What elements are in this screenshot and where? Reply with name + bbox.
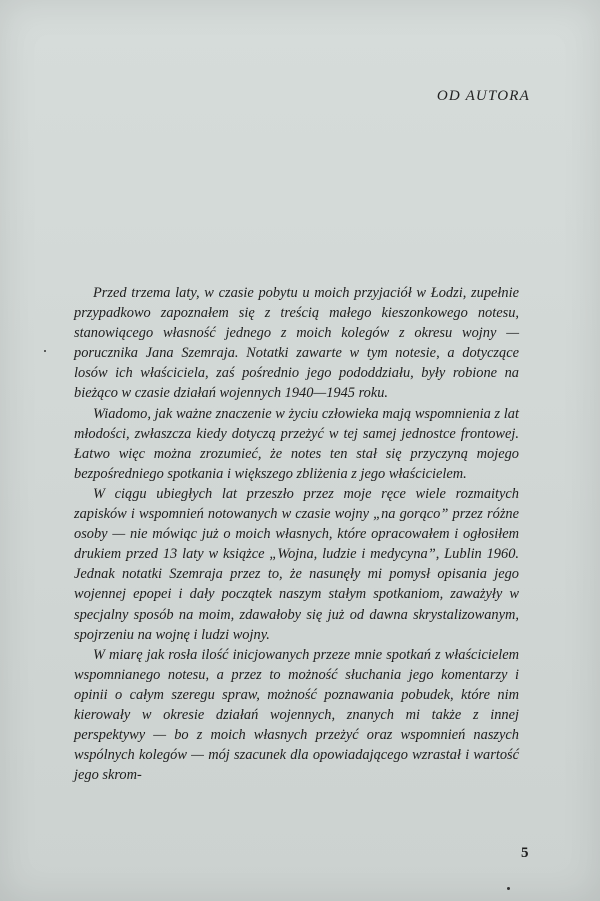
chapter-heading: OD AUTORA xyxy=(436,88,530,104)
ink-speck xyxy=(44,350,46,352)
page-number: 5 xyxy=(521,845,529,861)
paragraph-4: W miarę jak rosła ilość inicjowanych przeze mnie spotkań z właścicielem wspomnianego notesu, a przez to możność słuchania jego komentarzy i opinii o całym szeregu spraw, możność poznawania pobudek, które nim kierowały w okresie działań wojennych, znanych mi także z innej perspektywy — bo z moich własnych przeżyć oraz wspomnień naszych wspólnych kolegów — mój szacunek dla opowiadającego wzrastał i wartość jego skrom- xyxy=(74,646,519,784)
paragraph-1: Przed trzema laty, w czasie pobytu u moich przyjaciół w Łodzi, zupełnie przypadkowo zapoznałem się z treścią małego kieszonkowego notesu, stanowiącego własność jednego z moich kolegów z okresu wojny — porucznika Jana Szemraja. Notatki zawarte w tym notesie, a dotyczące losów ich właściciela, zaś pośrednio jego pododdziału, były robione na bieżąco w czasie działań wojennych 1940—1945 roku. xyxy=(74,285,519,402)
paragraph-2: Wiadomo, jak ważne znaczenie w życiu człowieka mają wspomnienia z lat młodości, zwłaszcza kiedy dotyczą przeżyć w tej samej jednostce frontowej. Łatwo więc można zrozumieć, że notes ten stał się przyczyną mojego bezpośredniego spotkania i większego zbliżenia z jego właścicielem. xyxy=(74,405,519,482)
ink-speck xyxy=(507,887,510,890)
paragraph-3: W ciągu ubiegłych lat przeszło przez moje ręce wiele rozmaitych zapisków i wspomnień notowanych w czasie wojny „na gorąco” przez różne osoby — nie mówiąc już o moich własnych, które opracowałem i ogłosiłem drukiem przed 13 laty w książce „Wojna, ludzie i medycyna”, Lublin 1960. Jednak notatki Szemraja przez to, że nasunęły mi pomysł opisania jego wojennej epopei i dały początek naszym stałym spotkaniom, zaważyły w specjalny sposób na moim, zdawałoby się już od dawna skrystalizowanym, spojrzeniu na wojnę i ludzi wojny. xyxy=(74,485,519,643)
body-text xyxy=(74,283,519,785)
